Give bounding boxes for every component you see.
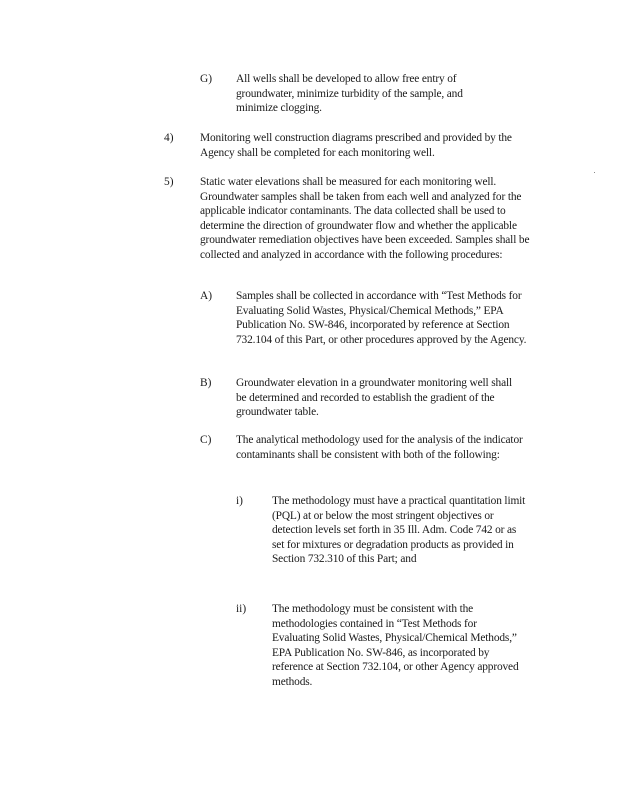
item-label-b: B) <box>200 377 212 389</box>
item-text-a: Samples shall be collected in accordance with “Test Methods for Evaluating Solid Wastes, Physical/Chemical Methods,” EPA Publication No. SW-846, incorporated by reference at Section 732.104 of this Part, or other procedures approved by the Agency. <box>236 290 527 346</box>
item-text-g: All wells shall be developed to allow free entry of groundwater, minimize turbidity of the sample, and minimize clogging. <box>236 73 463 115</box>
item-text-i: The methodology must have a practical quantitation limit (PQL) at or below the most stringent objectives or detection levels set forth in 35 Ill. Adm. Code 742 or as set for mixtures or degradation products as provided in Section 732.310 of this Part; and <box>272 495 526 566</box>
scan-speck <box>594 172 595 173</box>
item-label-4: 4) <box>164 132 174 144</box>
item-label-ii: ii) <box>236 603 247 615</box>
item-label-g: G) <box>200 73 213 85</box>
item-label-i: i) <box>236 495 243 507</box>
item-label-a: A) <box>200 290 213 302</box>
item-text-5: Static water elevations shall be measured for each monitoring well. Groundwater samples shall be taken from each well and analyzed for the applicable indicator contaminants. The data collected shall be used to determine the direction of groundwater flow and whether the applicable groundwater remediation objectives have been exceeded. Samples shall be collected and analyzed in accordance with the following procedures: <box>200 176 530 261</box>
item-text-c: The analytical methodology used for the analysis of the indicator contaminants shall be consistent with both of the following: <box>236 434 523 461</box>
item-text-b: Groundwater elevation in a groundwater monitoring well shall be determined and recorded to establish the gradient of the groundwater table. <box>236 377 513 419</box>
item-text-ii: The methodology must be consistent with the methodologies contained in “Test Methods for Evaluating Solid Wastes, Physical/Chemical Methods,” EPA Publication No. SW-846, as incorporated by reference at Section 732.104, or other Agency approved methods. <box>272 603 519 688</box>
item-text-4: Monitoring well construction diagrams prescribed and provided by the Agency shall be completed for each monitoring well. <box>200 132 512 159</box>
item-label-5: 5) <box>164 176 174 188</box>
item-label-c: C) <box>200 434 212 446</box>
